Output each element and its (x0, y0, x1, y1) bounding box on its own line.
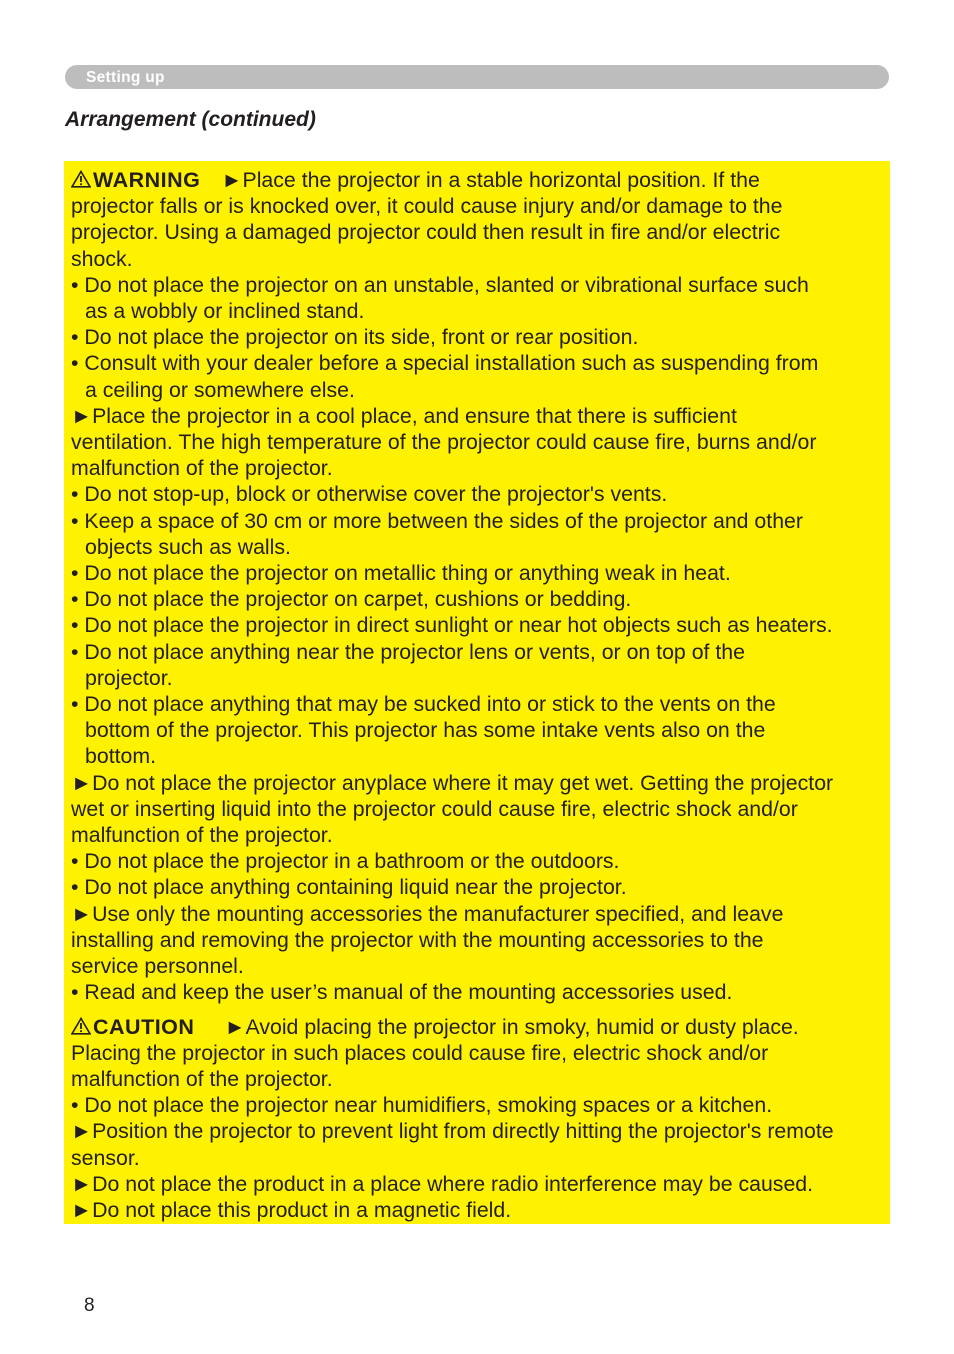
warning-bullet: • Do not place the projector in a bathroom or the outdoors. (71, 849, 620, 874)
warning-bullet: • Do not place anything near the projector lens or vents, or on top of the (71, 639, 745, 664)
warning-bullet: • Do not place the projector on an unstable, slanted or vibrational surface such (71, 272, 809, 297)
warning-text: wet or inserting liquid into the projector could cause fire, electric shock and/or (71, 796, 798, 821)
warning-bullet: • Read and keep the user’s manual of the mounting accessories used. (71, 980, 733, 1005)
warning-bullet: • Do not place the projector on its side, front or rear position. (71, 325, 639, 350)
warning-text: installing and removing the projector with the mounting accessories to the (71, 927, 764, 952)
warning-bullet-cont: bottom. (85, 744, 157, 769)
section-header-bar (65, 65, 889, 89)
caution-text: Placing the projector in such places could cause fire, electric shock and/or (71, 1040, 769, 1065)
warning-text: ►Place the projector in a cool place, and ensure that there is sufficient (71, 403, 737, 428)
caution-text: sensor. (71, 1145, 140, 1170)
warning-bullet: • Do not place the projector on metallic thing or anything weak in heat. (71, 561, 731, 586)
warning-bullet: • Do not stop-up, block or otherwise cover the projector's vents. (71, 482, 668, 507)
warning-heading-line (71, 167, 884, 193)
warning-text: malfunction of the projector. (71, 823, 333, 848)
page-title: Arrangement (continued) (65, 108, 316, 131)
warning-text: ventilation. The high temperature of the projector could cause fire, burns and/or (71, 430, 817, 455)
section-header-label: Setting up (86, 69, 165, 86)
section-gap (71, 1006, 884, 1014)
warning-label: WARNING (93, 168, 201, 192)
warning-bullet: • Do not place anything that may be sucked into or stick to the vents on the (71, 692, 776, 717)
warning-text: ►Do not place the projector anyplace where it may get wet. Getting the projector (71, 770, 834, 795)
caution-label: CAUTION (93, 1014, 195, 1039)
warning-bullet: • Do not place the projector in direct sunlight or near hot objects such as heaters. (71, 613, 833, 638)
warning-text: service personnel. (71, 954, 244, 979)
warning-bullet: • Do not place the projector on carpet, cushions or bedding. (71, 587, 632, 612)
page-number: 8 (84, 1295, 95, 1316)
warning-bullet-cont: as a wobbly or inclined stand. (85, 299, 365, 324)
warning-bullet-cont: a ceiling or somewhere else. (85, 377, 355, 402)
warning-text: ►Place the projector in a stable horizontal position. If the (221, 168, 760, 192)
warning-bullet: • Do not place anything containing liquid near the projector. (71, 875, 627, 900)
warning-triangle-icon (71, 170, 91, 188)
warning-text: malfunction of the projector. (71, 456, 333, 481)
warning-text: shock. (71, 246, 133, 271)
caution-text: ►Do not place this product in a magnetic field. (71, 1197, 512, 1222)
warning-text: projector falls or is knocked over, it could cause injury and/or damage to the (71, 194, 783, 219)
warning-bullet-cont: objects such as walls. (85, 534, 291, 559)
caution-triangle-icon (71, 1017, 91, 1035)
warning-text: projector. Using a damaged projector could then result in fire and/or electric (71, 220, 781, 245)
warning-bullet: • Consult with your dealer before a special installation such as suspending from (71, 351, 819, 376)
caution-bullet: • Do not place the projector near humidifiers, smoking spaces or a kitchen. (71, 1093, 773, 1118)
safety-notice-box (64, 161, 890, 1224)
caution-text: ►Do not place the product in a place where radio interference may be caused. (71, 1171, 814, 1196)
warning-text: ►Use only the mounting accessories the manufacturer specified, and leave (71, 901, 784, 926)
caution-text: ►Avoid placing the projector in smoky, humid or dusty place. (224, 1014, 799, 1039)
warning-bullet: • Keep a space of 30 cm or more between the sides of the projector and other (71, 508, 803, 533)
caution-heading-line (71, 1014, 884, 1040)
caution-text: malfunction of the projector. (71, 1066, 333, 1091)
warning-bullet-cont: projector. (85, 665, 173, 690)
warning-bullet-cont: bottom of the projector. This projector has some intake vents also on the (85, 718, 766, 743)
caution-text: ►Position the projector to prevent light from directly hitting the projector's remote (71, 1119, 834, 1144)
